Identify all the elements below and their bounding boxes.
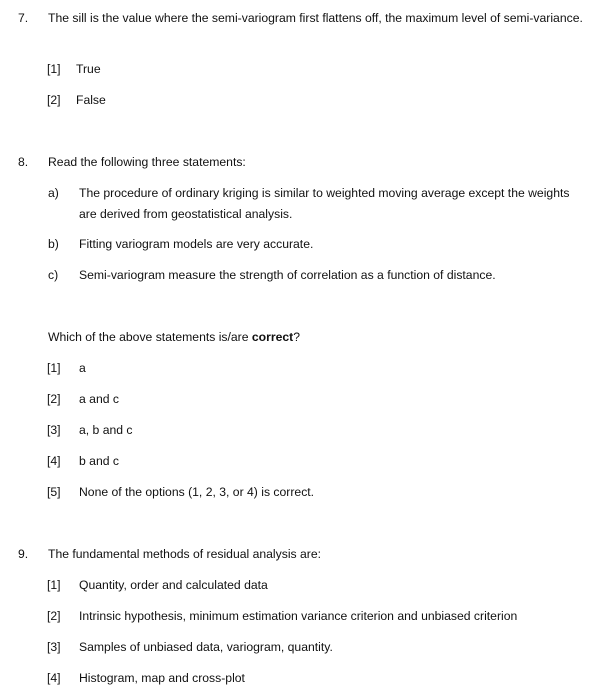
q9-option-4-label: [4] (47, 671, 61, 685)
q8-option-2-text: a and c (79, 392, 119, 406)
q8-option-5-text: None of the options (1, 2, 3, or 4) is correct. (79, 485, 315, 499)
question-7-stem: The sill is the value where the semi-variogram first flattens off, the maximum level of semi-variance. (48, 11, 583, 25)
q9-option-3-text: Samples of unbiased data, variogram, quantity. (79, 640, 333, 654)
question-9-number: 9. (18, 547, 29, 561)
q8-option-4-label: [4] (47, 454, 61, 468)
statement-c-label: c) (48, 268, 59, 282)
statement-a-label: a) (48, 186, 59, 200)
q8-option-5-label: [5] (47, 485, 61, 499)
q8-option-2-label: [2] (47, 392, 61, 406)
prompt-emphasis: correct (251, 330, 294, 344)
q8-option-1-text: a (79, 361, 86, 375)
q9-option-1-label: [1] (47, 578, 61, 592)
question-8-stem: Read the following three statements: (48, 155, 246, 169)
statement-a-line1: The procedure of ordinary kriging is similar to weighted moving average except the weights (79, 186, 570, 200)
prompt-after: ? (293, 330, 301, 344)
statement-b-label: b) (48, 237, 59, 251)
question-8-prompt (48, 330, 300, 345)
q9-option-4-text: Histogram, map and cross-plot (79, 671, 245, 685)
q7-option-1-label: [1] (47, 62, 61, 76)
q8-option-3-label: [3] (47, 423, 61, 437)
statement-c-text: Semi-variogram measure the strength of correlation as a function of distance. (79, 268, 496, 282)
question-9-stem: The fundamental methods of residual analysis are: (48, 547, 322, 561)
question-7-number: 7. (18, 11, 29, 25)
q8-option-3-text: a, b and c (79, 423, 133, 437)
question-8-number: 8. (18, 155, 29, 169)
statement-b-text: Fitting variogram models are very accurate. (79, 237, 314, 251)
prompt-before: Which of the above statements is/are (48, 330, 252, 344)
q9-option-2-label: [2] (47, 609, 61, 623)
q8-option-4-text: b and c (79, 454, 119, 468)
q7-option-2-label: [2] (47, 93, 61, 107)
statement-a-line2: are derived from geostatistical analysis. (79, 207, 293, 221)
q8-option-1-label: [1] (47, 361, 61, 375)
q9-option-2-text: Intrinsic hypothesis, minimum estimation variance criterion and unbiased criterion (79, 609, 518, 623)
q9-option-3-label: [3] (47, 640, 61, 654)
q7-option-2-text: False (76, 93, 106, 107)
q7-option-1-text: True (76, 62, 101, 76)
q9-option-1-text: Quantity, order and calculated data (79, 578, 268, 592)
